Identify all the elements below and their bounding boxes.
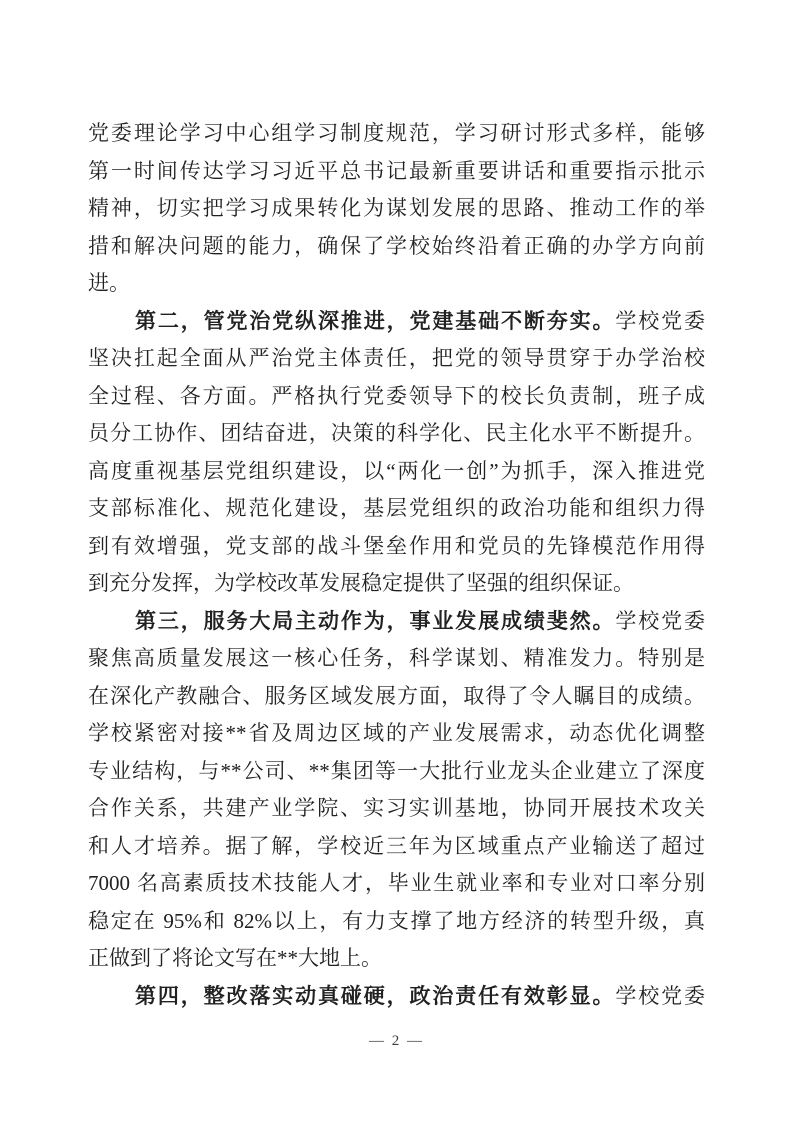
text-line	[88, 115, 705, 153]
text-line	[88, 228, 705, 266]
paragraph-text: 专业结构，与**公司、**集团等一大批行业龙头企业建立了深度	[88, 758, 705, 783]
paragraph-lead-heading: 第二，管党治党纵深推进，党建基础不断夯实。	[135, 308, 616, 333]
document-body	[88, 115, 705, 1015]
paragraph-text: 措和解决问题的能力，确保了学校始终沿着正确的办学方向前	[88, 233, 705, 258]
text-line	[88, 340, 705, 378]
text-line	[88, 940, 705, 978]
paragraph-text: 聚焦高质量发展这一核心任务，科学谋划、精准发力。特别是	[88, 646, 705, 670]
text-line	[88, 490, 705, 528]
paragraph-text: 全过程、各方面。严格执行党委领导下的校长负责制，班子成	[88, 383, 705, 408]
paragraph-text: 精神，切实把学习成果转化为谋划发展的思路、推动工作的举	[88, 196, 705, 220]
paragraph-text: 坚决扛起全面从严治党主体责任，把党的领导贯穿于办学治校	[88, 346, 705, 370]
paragraph	[88, 978, 705, 1016]
paragraph-text: 学校党委	[615, 308, 705, 333]
text-line	[88, 415, 705, 453]
text-line	[88, 528, 705, 566]
paragraph	[88, 303, 705, 603]
paragraph-text: 党委理论学习中心组学习制度规范，学习研讨形式多样，能够	[88, 121, 705, 145]
paragraph-text: 学校党委	[615, 983, 705, 1008]
paragraph-text: 合作关系，共建产业学院、实习实训基地，协同开展技术攻关	[88, 796, 705, 820]
paragraph	[88, 603, 705, 978]
paragraph	[88, 115, 705, 303]
text-line	[88, 903, 705, 941]
text-line	[88, 978, 705, 1016]
text-line	[88, 715, 705, 753]
text-line	[88, 678, 705, 716]
paragraph-text: 在深化产教融合、服务区域发展方面，取得了令人瞩目的成绩。	[88, 683, 705, 708]
page-footer	[0, 1030, 793, 1052]
text-line	[88, 565, 705, 603]
paragraph-text: 到有效增强，党支部的战斗堡垒作用和党员的先锋模范作用得	[88, 533, 705, 558]
text-line	[88, 603, 705, 641]
paragraph-text: 学校紧密对接**省及周边区域的产业发展需求，动态优化调整	[88, 721, 705, 745]
text-line	[88, 265, 705, 303]
page-number-label: — 2 —	[369, 1033, 424, 1049]
text-line	[88, 790, 705, 828]
text-line	[88, 865, 705, 903]
paragraph-text: 高度重视基层党组织建设，以“两化一创”为抓手，深入推进党	[88, 458, 705, 483]
text-line	[88, 828, 705, 866]
paragraph-lead-heading: 第四，整改落实动真碰硬，政治责任有效彰显。	[135, 983, 616, 1008]
text-line	[88, 453, 705, 491]
paragraph-text: 和人才培养。据了解，学校近三年为区域重点产业输送了超过	[88, 833, 705, 858]
text-line	[88, 753, 705, 791]
paragraph-text: 7000 名高素质技术技能人才，毕业生就业率和专业对口率分别	[88, 871, 705, 895]
paragraph-text: 到充分发挥，为学校改革发展稳定提供了坚强的组织保证。	[88, 571, 634, 595]
text-line	[88, 640, 705, 678]
text-line	[88, 190, 705, 228]
paragraph-text: 支部标准化、规范化建设，基层党组织的政治功能和组织力得	[88, 496, 705, 520]
paragraph-text: 进。	[88, 271, 130, 295]
paragraph-text: 员分工协作、团结奋进，决策的科学化、民主化水平不断提升。	[88, 421, 705, 445]
paragraph-lead-heading: 第三，服务大局主动作为，事业发展成绩斐然。	[135, 608, 616, 633]
text-line	[88, 153, 705, 191]
text-line	[88, 303, 705, 341]
paragraph-text: 学校党委	[615, 608, 705, 633]
paragraph-text: 第一时间传达学习习近平总书记最新重要讲话和重要指示批示	[88, 158, 705, 183]
paragraph-text: 稳定在 95%和 82%以上，有力支撑了地方经济的转型升级，真	[88, 908, 705, 933]
text-line	[88, 378, 705, 416]
paragraph-text: 正做到了将论文写在**大地上。	[88, 946, 382, 970]
